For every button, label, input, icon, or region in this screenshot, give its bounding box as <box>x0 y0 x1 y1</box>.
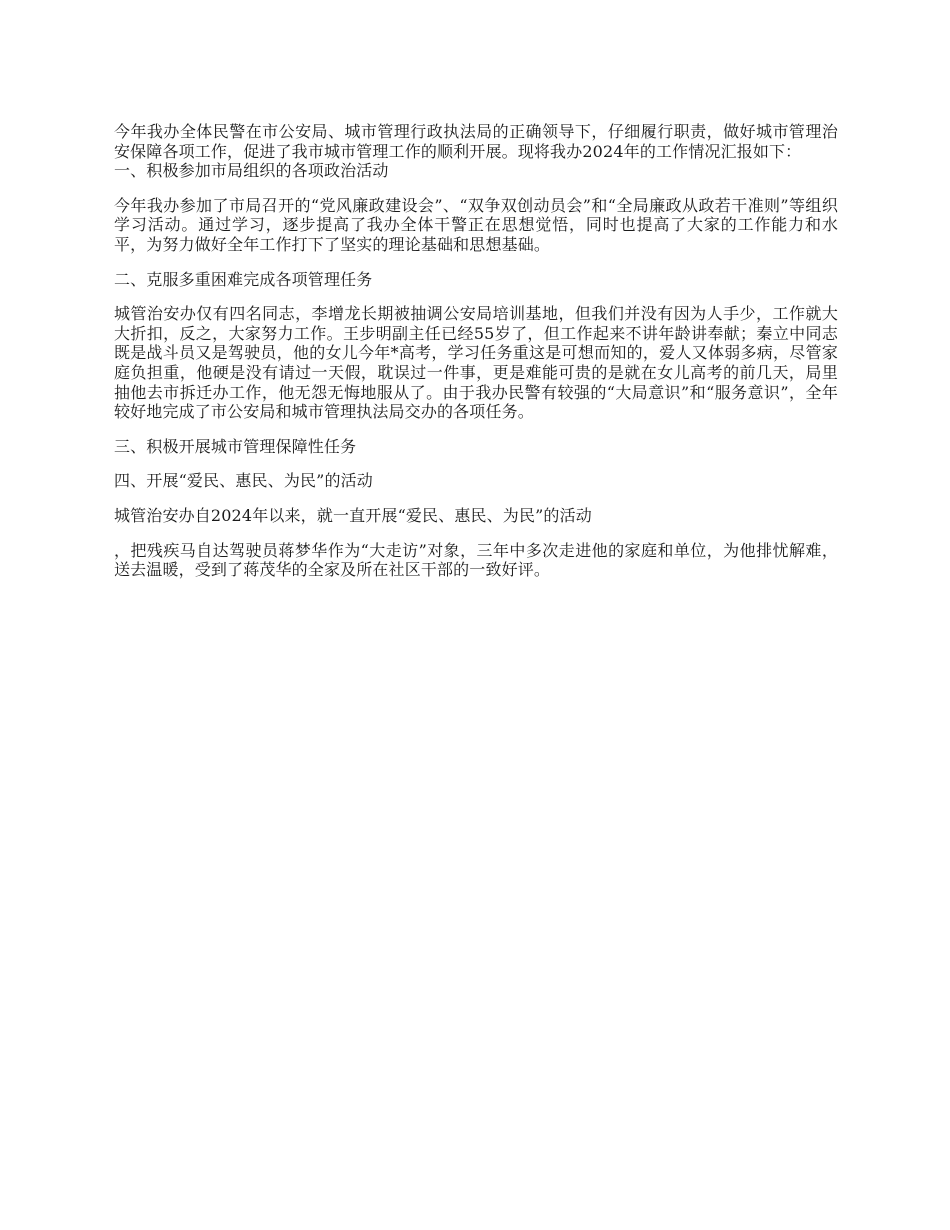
section-2-paragraph: 城管治安办仅有四名同志，李增龙长期被抽调公安局培训基地，但我们并没有因为人手少，工作就大大折扣，反之，大家努力工作。王步明副主任已经55岁了，但工作起来不讲年龄讲奉献；秦立中同志既是战斗员又是驾驶员，他的女儿今年*高考，学习任务重这是可想而知的，爱人又体弱多病，尽管家庭负担重，他硬是没有请过一天假，耽误过一件事，更是难能可贵的是就在女儿高考的前几天，局里抽他去市拆迁办工作，他无怨无悔地服从了。由于我办民警有较强的“大局意识”和“服务意识”，全年较好地完成了市公安局和城市管理执法局交办的各项任务。 <box>114 304 838 422</box>
section-heading-3: 三、积极开展城市管理保障性任务 <box>114 436 357 456</box>
section-4-paragraph: 城管治安办自2024年以来，就一直开展“爱民、惠民、为民”的活动 <box>114 505 592 525</box>
section-heading-1: 一、积极参加市局组织的各项政治活动 <box>114 161 389 181</box>
document-body <box>114 122 838 580</box>
section-heading-4: 四、开展“爱民、惠民、为民”的活动 <box>114 471 373 491</box>
section-1-paragraph: 今年我办参加了市局召开的“党风廉政建设会”、“双争双创动员会”和“全局廉政从政若干准则”等组织学习活动。通过学习，逐步提高了我办全体干警正在思想觉悟，同时也提高了大家的工作能力和水平，为努力做好全年工作打下了坚实的理论基础和思想基础。 <box>114 195 838 254</box>
intro-paragraph: 今年我办全体民警在市公安局、城市管理行政执法局的正确领导下，仔细履行职责，做好城市管理治安保障各项工作，促进了我市城市管理工作的顺利开展。现将我办2024年的工作情况汇报如下： <box>114 122 838 161</box>
section-heading-2: 二、克服多重困难完成各项管理任务 <box>114 269 373 289</box>
section-4-continuation-paragraph: ，把残疾马自达驾驶员蒋梦华作为“大走访”对象，三年中多次走进他的家庭和单位，为他排忧解难，送去温暖，受到了蒋茂华的全家及所在社区干部的一致好评。 <box>114 540 838 580</box>
